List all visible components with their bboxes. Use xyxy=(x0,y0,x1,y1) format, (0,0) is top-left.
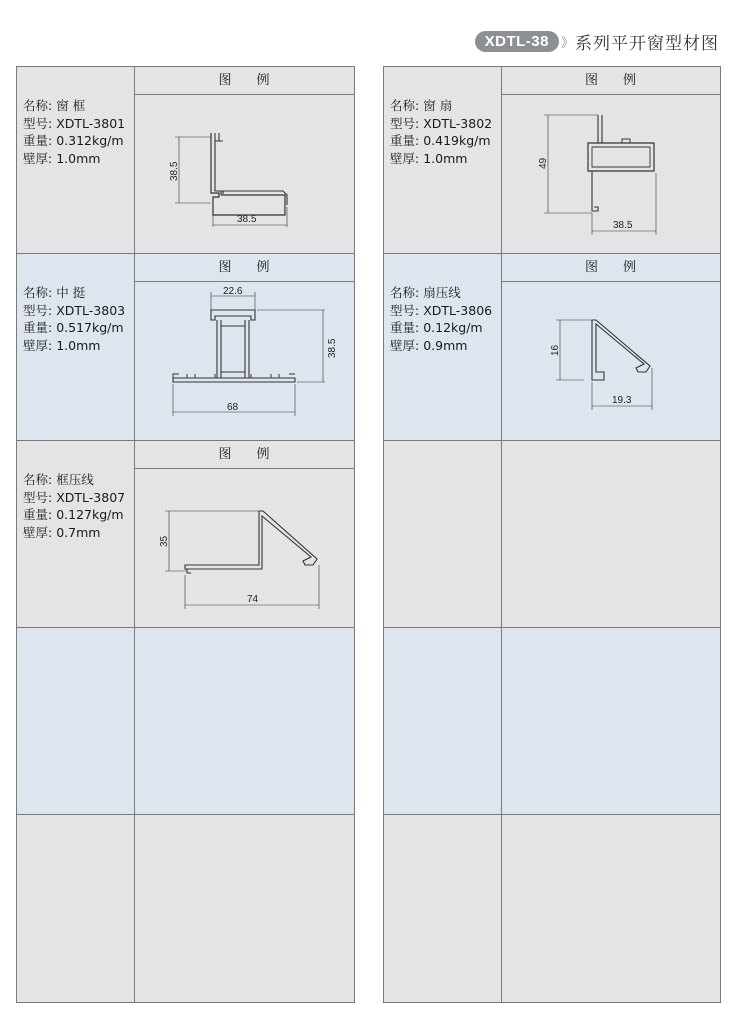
profile-drawing-3806 xyxy=(502,282,720,440)
spec-panel xyxy=(384,67,502,253)
empty-cell xyxy=(384,815,720,1002)
spec-panel xyxy=(17,441,135,627)
dim-height: 16 xyxy=(550,344,561,356)
thickness-label: 壁厚: xyxy=(390,150,420,166)
thickness-label: 壁厚: xyxy=(23,337,53,353)
profile-weight: 0.127kg/m xyxy=(56,507,124,522)
profile-model: XDTL-3802 xyxy=(423,115,493,131)
figure-panel xyxy=(135,441,354,627)
model-label: 型号: xyxy=(23,115,53,131)
figure-panel xyxy=(135,67,354,253)
profile-drawing-3801 xyxy=(135,95,354,253)
profile-name: 中 挺 xyxy=(56,285,86,300)
weight-label: 重量: xyxy=(23,133,53,148)
profile-name: 框压线 xyxy=(56,472,94,487)
legend-header: 图 例 xyxy=(135,254,354,282)
profile-name: 窗 框 xyxy=(56,98,86,113)
right-column xyxy=(383,66,721,1003)
weight-label: 重量: xyxy=(390,133,420,148)
figure-panel xyxy=(502,254,720,440)
model-label: 型号: xyxy=(23,302,53,318)
profile-drawing-3803 xyxy=(135,282,354,440)
profile-cell-3801 xyxy=(17,67,354,254)
spec-panel xyxy=(384,628,502,814)
profile-name: 扇压线 xyxy=(423,285,461,300)
thickness-label: 壁厚: xyxy=(390,337,420,353)
page-title: 系列平开窗型材图 xyxy=(575,33,719,54)
weight-label: 重量: xyxy=(23,507,53,522)
model-label: 型号: xyxy=(390,302,420,318)
name-label: 名称: xyxy=(390,285,420,300)
figure-panel xyxy=(502,67,720,253)
profile-cell-3802 xyxy=(384,67,720,254)
dim-height: 38.5 xyxy=(327,338,338,358)
dim-height: 49 xyxy=(538,157,549,169)
profile-weight: 0.12kg/m xyxy=(423,320,483,335)
name-label: 名称: xyxy=(23,285,53,300)
spec-panel xyxy=(384,441,502,627)
profile-thickness: 1.0mm xyxy=(56,150,101,166)
spec-panel xyxy=(17,815,135,1002)
thickness-label: 壁厚: xyxy=(23,150,53,166)
empty-cell xyxy=(384,628,720,815)
profile-thickness: 0.9mm xyxy=(423,337,468,353)
profile-thickness: 0.7mm xyxy=(56,524,101,540)
legend-header: 图 例 xyxy=(135,67,354,95)
profile-model: XDTL-3807 xyxy=(56,489,126,505)
empty-cell xyxy=(17,628,354,815)
dim-width: 38.5 xyxy=(613,220,633,231)
chevron-icon: 》 xyxy=(560,34,572,50)
profile-drawing-3802 xyxy=(502,95,720,253)
profile-thickness: 1.0mm xyxy=(423,150,468,166)
model-label: 型号: xyxy=(23,489,53,505)
legend-header: 图 例 xyxy=(502,67,720,95)
profile-cell-3807 xyxy=(17,441,354,628)
spec-panel xyxy=(17,628,135,814)
profile-model: XDTL-3803 xyxy=(56,302,126,318)
dim-width: 68 xyxy=(227,402,239,413)
profile-weight: 0.517kg/m xyxy=(56,320,124,335)
left-column xyxy=(16,66,355,1003)
dim-top-width: 22.6 xyxy=(223,286,243,297)
dim-height: 35 xyxy=(159,535,170,547)
profile-cell-3803 xyxy=(17,254,354,441)
legend-header: 图 例 xyxy=(502,254,720,282)
weight-label: 重量: xyxy=(23,320,53,335)
profile-model: XDTL-3801 xyxy=(56,115,126,131)
figure-panel xyxy=(135,254,354,440)
dim-width: 74 xyxy=(247,594,259,605)
profile-drawing-3807 xyxy=(135,469,354,627)
spec-panel xyxy=(384,815,502,1002)
name-label: 名称: xyxy=(23,472,53,487)
spec-panel xyxy=(17,254,135,440)
profile-weight: 0.312kg/m xyxy=(56,133,124,148)
name-label: 名称: xyxy=(390,98,420,113)
profile-weight: 0.419kg/m xyxy=(423,133,491,148)
profile-cell-3806 xyxy=(384,254,720,441)
spec-panel xyxy=(17,67,135,253)
legend-header: 图 例 xyxy=(135,441,354,469)
spec-panel xyxy=(384,254,502,440)
weight-label: 重量: xyxy=(390,320,420,335)
series-badge: XDTL-38 xyxy=(475,31,559,52)
empty-cell xyxy=(17,815,354,1002)
dim-height: 38.5 xyxy=(169,161,180,181)
page-header xyxy=(475,28,719,54)
profile-thickness: 1.0mm xyxy=(56,337,101,353)
profile-model: XDTL-3806 xyxy=(423,302,493,318)
profile-name: 窗 扇 xyxy=(423,98,453,113)
dim-width: 19.3 xyxy=(612,395,632,406)
model-label: 型号: xyxy=(390,115,420,131)
empty-cell xyxy=(384,441,720,628)
thickness-label: 壁厚: xyxy=(23,524,53,540)
dim-width: 38.5 xyxy=(237,214,257,225)
name-label: 名称: xyxy=(23,98,53,113)
